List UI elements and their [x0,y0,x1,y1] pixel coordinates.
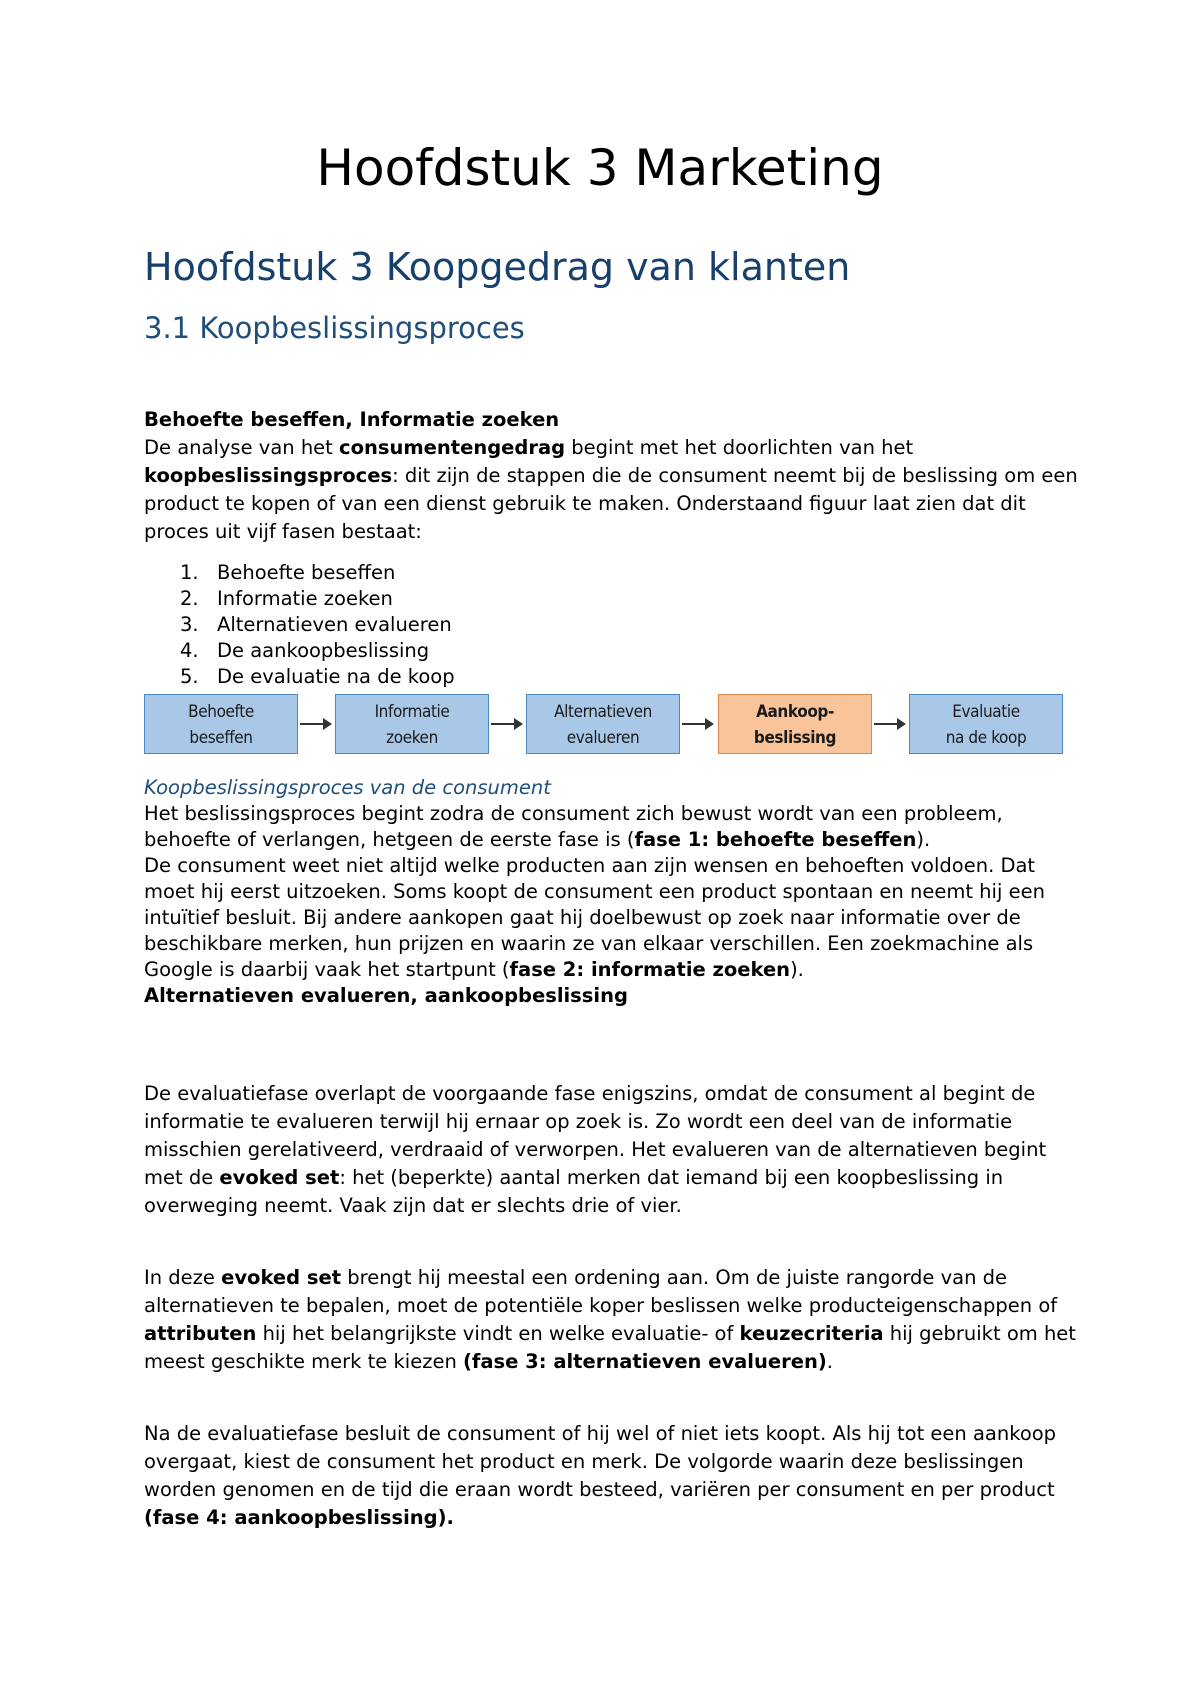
box-line: Aankoop- [756,702,834,722]
text-run: : dit zijn de stappen die de consument neemt bij de beslissing om een product te kopen of van een dienst gebruik te maken. Onderstaand figuur laat zien dat dit proces uit vijf fasen bestaat: [144,464,1078,543]
diagram-box-behoefte [144,694,298,754]
box-line: Behoefte [188,702,254,722]
process-diagram [144,694,1064,756]
arrow-right-icon [300,723,330,725]
list-item [144,612,455,638]
paragraph-fase-4 [144,1420,1084,1532]
text-run: hij het belangrijkste vindt en welke evaluatie- of [256,1322,740,1345]
arrow-right-icon [491,723,521,725]
box-line: evalueren [566,728,640,748]
text-run: Het beslissingsproces begint zodra de consument zich bewust wordt van een probleem, behoefte of verlangen, hetgeen de eerste fase is ( [144,802,1003,851]
text-run: begint met het doorlichten van het [565,436,914,459]
text-run: Na de evaluatiefase besluit de consument of hij wel of niet iets koopt. Als hij tot een aankoop overgaat, kiest de consument het product en merk. De volgorde waarin deze beslissingen worden genomen en de tijd die eraan wordt besteed, variëren per consument en per product [144,1422,1057,1501]
paragraph-fase-3 [144,1264,1084,1376]
term-attributen: attributen [144,1322,257,1345]
body-block-3 [144,1264,1084,1376]
diagram-box-alternatieven [526,694,680,754]
section-heading: 3.1 Koopbeslissingsproces [144,311,525,345]
phase-list [144,560,455,690]
box-line: beseffen [189,728,253,748]
intro-block [144,406,1084,546]
text-run: ). [916,828,931,851]
list-label: Behoefte beseffen [217,561,396,584]
list-label: De evaluatie na de koop [217,665,455,688]
text-run: In deze [144,1266,222,1289]
list-number: 4. [180,639,199,662]
document-title: Hoofdstuk 3 Marketing [316,139,884,197]
diagram-box-informatie [335,694,489,754]
text-run: De analyse van het [144,436,340,459]
box-line: beslissing [753,728,837,748]
list-number: 3. [180,613,199,636]
chapter-heading: Hoofdstuk 3 Koopgedrag van klanten [144,245,851,289]
text-run: brengt hij meestal een ordening aan. Om de juiste rangorde van de alternatieven te bepalen, moet de potentiële koper beslissen welke producteigenschappen of [144,1266,1058,1317]
body-block-2 [144,1080,1084,1220]
list-number: 5. [180,665,199,688]
term-koopbeslissingsproces: koopbeslissingsproces [144,464,393,487]
term-fase-3: (fase 3: alternatieven evalueren) [463,1350,827,1373]
body-block-4 [144,1420,1084,1532]
arrow-right-icon [682,723,712,725]
term-fase-2: fase 2: informatie zoeken [509,958,791,981]
diagram-box-aankoopbeslissing [718,694,872,754]
text-run: hij gebruikt om het meest geschikte merk te kiezen [144,1322,1076,1373]
list-item [144,586,455,612]
text-run: : het (beperkte) aantal merken dat iemand bij een koopbeslissing in overweging neemt. Vaak zijn dat er slechts drie of vier. [144,1166,1004,1217]
intro-paragraph [144,434,1084,546]
diagram-box-evaluatie [909,694,1063,754]
box-line: Informatie [374,702,450,722]
paragraph-fase-1 [144,801,1084,853]
paragraph-fase-2 [144,853,1084,983]
list-number: 1. [180,561,199,584]
body-block-1 [144,801,1084,1009]
list-item [144,638,455,664]
text-run: De consument weet niet altijd welke producten aan zijn wensen en behoeften voldoen. Dat moet hij eerst uitzoeken. Soms koopt de consument een product spontaan en neemt hij een intuïtief besluit. Bij andere aankopen gaat hij doelbewust op zoek naar informatie over de beschikbare merken, hun prijzen en waarin ze van elkaar verschillen. Een zoekmachine als Google is daarbij vaak het startpunt ( [144,854,1045,981]
paragraph-evoked-set [144,1080,1084,1220]
box-line: Evaluatie [952,702,1020,722]
list-label: De aankoopbeslissing [217,639,430,662]
text-run: ). [790,958,804,981]
list-item [144,664,455,690]
figure-caption: Koopbeslissingsproces van de consument [144,776,551,799]
box-line: na de koop [945,728,1027,748]
term-evoked-set: evoked set [219,1166,340,1189]
box-line: zoeken [386,728,438,748]
term-consumentengedrag: consumentengedrag [339,436,566,459]
list-item [144,560,455,586]
intro-subheading: Behoefte beseffen, Informatie zoeken [144,408,560,431]
term-fase-4: (fase 4: aankoopbeslissing). [144,1506,454,1529]
text-run: De evaluatiefase overlapt de voorgaande fase enigszins, omdat de consument al begint de informatie te evalueren terwijl hij ernaar op zoek is. Zo wordt een deel van de informatie misschien gerelativeerd, verdraaid of verworpen. Het evalueren van de alternatieven begint met de [144,1082,1047,1189]
term-evoked-set: evoked set [221,1266,342,1289]
box-line: Alternatieven [554,702,652,722]
subheading-alternatieven: Alternatieven evalueren, aankoopbeslissing [144,984,628,1007]
arrow-right-icon [874,723,904,725]
list-label: Alternatieven evalueren [217,613,452,636]
text-run: . [826,1350,833,1373]
term-fase-1: fase 1: behoefte beseffen [634,828,917,851]
term-keuzecriteria: keuzecriteria [739,1322,884,1345]
list-label: Informatie zoeken [217,587,393,610]
list-number: 2. [180,587,199,610]
